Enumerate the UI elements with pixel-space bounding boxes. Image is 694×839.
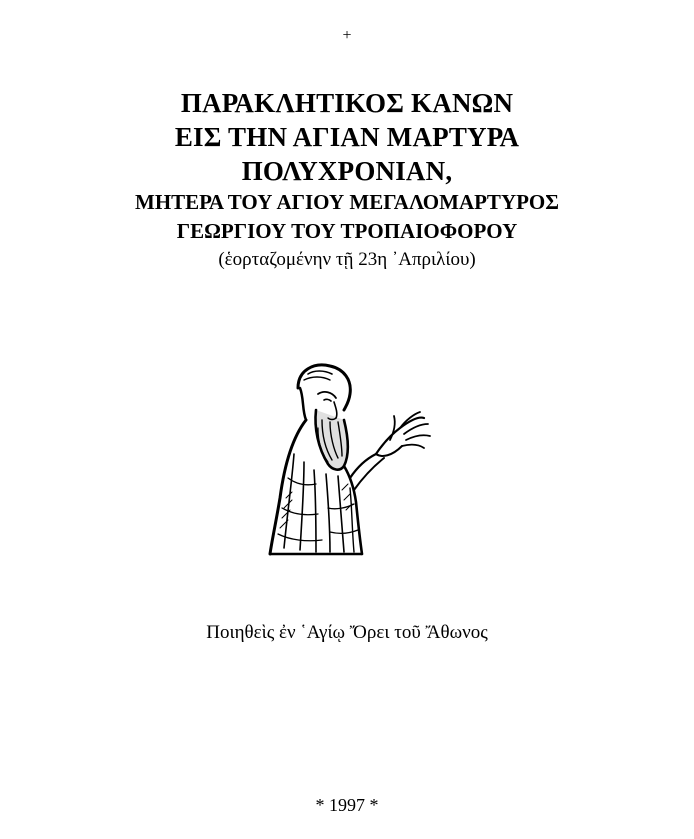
- title-block: [0, 86, 694, 273]
- cross-mark: +: [342, 27, 352, 44]
- composer-line: Ποιηθεὶς ἐν ῾Αγίῳ Ὄρει τοῦ Ἄθωνος: [206, 622, 488, 643]
- title-line-4: ΜΗΤΕΡΑ ΤΟΥ ΑΓΙΟΥ ΜΕΓΑΛΟΜΑΡΤΥΡΟΣ: [135, 190, 559, 214]
- saint-praying-icon: [258, 358, 446, 558]
- title-line-5: ΓΕΩΡΓΙΟΥ ΤΟΥ ΤΡΟΠΑΙΟΦΟΡΟΥ: [176, 219, 518, 243]
- title-line-2: ΕΙΣ ΤΗΝ ΑΓΙΑΝ ΜΑΡΤΥΡΑ: [174, 122, 520, 152]
- feast-date-line: (ἑορταζομένην τῇ 23η ᾿Απριλίου): [218, 249, 476, 270]
- year-line: * 1997 *: [315, 795, 379, 815]
- title-line-1: ΠΑΡΑΚΛΗΤΙΚΟΣ ΚΑΝΩΝ: [180, 88, 514, 118]
- saint-illustration: [258, 358, 446, 558]
- title-line-3: ΠΟΛΥΧΡΟΝΙΑΝ,: [241, 156, 453, 186]
